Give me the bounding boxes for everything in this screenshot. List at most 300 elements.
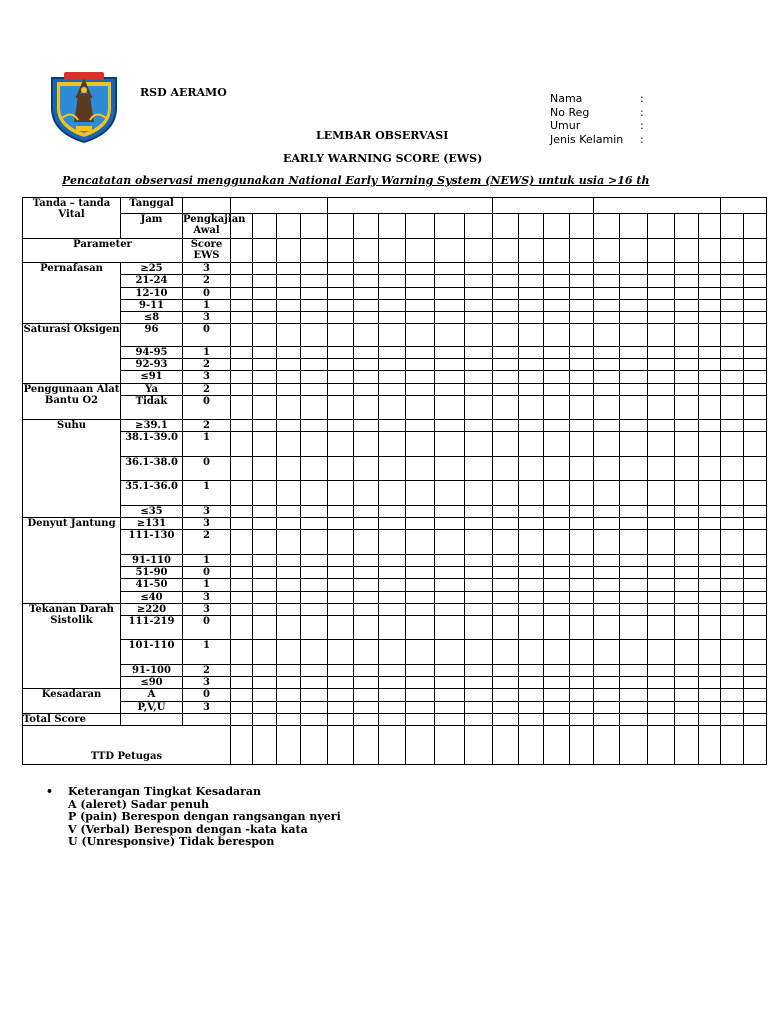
observation-cell[interactable] bbox=[699, 312, 721, 324]
observation-cell[interactable] bbox=[406, 263, 435, 275]
date-cell[interactable] bbox=[721, 198, 767, 214]
observation-cell[interactable] bbox=[328, 505, 354, 517]
observation-cell[interactable] bbox=[277, 324, 301, 346]
total-score-cell[interactable] bbox=[406, 713, 435, 725]
observation-cell[interactable] bbox=[379, 505, 406, 517]
observation-cell[interactable] bbox=[301, 677, 328, 689]
observation-cell[interactable] bbox=[519, 677, 544, 689]
observation-cell[interactable] bbox=[406, 395, 435, 419]
observation-cell[interactable] bbox=[465, 346, 493, 358]
observation-cell[interactable] bbox=[620, 481, 648, 505]
observation-cell[interactable] bbox=[465, 324, 493, 346]
total-score-cell[interactable] bbox=[620, 713, 648, 725]
observation-cell[interactable] bbox=[253, 299, 277, 311]
observation-cell[interactable] bbox=[570, 312, 594, 324]
observation-cell[interactable] bbox=[435, 567, 465, 579]
observation-cell[interactable] bbox=[379, 383, 406, 395]
observation-cell[interactable] bbox=[301, 383, 328, 395]
observation-cell[interactable] bbox=[277, 346, 301, 358]
observation-cell[interactable] bbox=[465, 518, 493, 530]
observation-cell[interactable] bbox=[493, 371, 519, 383]
total-score-cell[interactable] bbox=[744, 713, 767, 725]
total-score-cell[interactable] bbox=[493, 713, 519, 725]
observation-cell[interactable] bbox=[620, 616, 648, 640]
observation-cell[interactable] bbox=[231, 664, 253, 676]
observation-cell[interactable] bbox=[379, 518, 406, 530]
observation-cell[interactable] bbox=[620, 371, 648, 383]
observation-cell[interactable] bbox=[648, 579, 675, 591]
observation-cell[interactable] bbox=[354, 456, 379, 480]
signature-cell[interactable] bbox=[379, 726, 406, 765]
observation-cell[interactable] bbox=[465, 554, 493, 566]
observation-cell[interactable] bbox=[648, 701, 675, 713]
observation-cell[interactable] bbox=[465, 603, 493, 615]
observation-cell[interactable] bbox=[406, 324, 435, 346]
observation-cell[interactable] bbox=[675, 518, 699, 530]
observation-cell[interactable] bbox=[570, 701, 594, 713]
observation-cell[interactable] bbox=[699, 591, 721, 603]
observation-cell[interactable] bbox=[544, 383, 570, 395]
observation-cell[interactable] bbox=[744, 383, 767, 395]
observation-cell[interactable] bbox=[231, 591, 253, 603]
observation-cell[interactable] bbox=[406, 346, 435, 358]
observation-cell[interactable] bbox=[544, 346, 570, 358]
observation-cell[interactable] bbox=[328, 371, 354, 383]
observation-cell[interactable] bbox=[231, 420, 253, 432]
observation-cell[interactable] bbox=[328, 689, 354, 701]
observation-cell[interactable] bbox=[354, 312, 379, 324]
observation-cell[interactable] bbox=[620, 664, 648, 676]
observation-cell[interactable] bbox=[519, 287, 544, 299]
observation-cell[interactable] bbox=[379, 275, 406, 287]
observation-cell[interactable] bbox=[253, 640, 277, 664]
observation-cell[interactable] bbox=[699, 299, 721, 311]
observation-cell[interactable] bbox=[699, 456, 721, 480]
observation-cell[interactable] bbox=[379, 432, 406, 456]
observation-cell[interactable] bbox=[620, 312, 648, 324]
observation-cell[interactable] bbox=[620, 518, 648, 530]
observation-cell[interactable] bbox=[699, 346, 721, 358]
signature-cell[interactable] bbox=[406, 726, 435, 765]
observation-cell[interactable] bbox=[519, 616, 544, 640]
observation-cell[interactable] bbox=[519, 299, 544, 311]
observation-cell[interactable] bbox=[301, 579, 328, 591]
observation-cell[interactable] bbox=[620, 299, 648, 311]
observation-cell[interactable] bbox=[744, 481, 767, 505]
observation-cell[interactable] bbox=[301, 420, 328, 432]
observation-cell[interactable] bbox=[328, 481, 354, 505]
observation-cell[interactable] bbox=[231, 689, 253, 701]
total-score-cell[interactable] bbox=[570, 713, 594, 725]
observation-cell[interactable] bbox=[328, 383, 354, 395]
observation-cell[interactable] bbox=[648, 238, 675, 262]
signature-cell[interactable] bbox=[493, 726, 519, 765]
observation-cell[interactable] bbox=[253, 371, 277, 383]
observation-cell[interactable] bbox=[570, 603, 594, 615]
observation-cell[interactable] bbox=[544, 664, 570, 676]
observation-cell[interactable] bbox=[721, 359, 744, 371]
observation-cell[interactable] bbox=[493, 530, 519, 554]
observation-cell[interactable] bbox=[620, 346, 648, 358]
observation-cell[interactable] bbox=[699, 567, 721, 579]
observation-cell[interactable] bbox=[594, 689, 620, 701]
observation-cell[interactable] bbox=[301, 299, 328, 311]
total-score-cell[interactable] bbox=[435, 713, 465, 725]
observation-cell[interactable] bbox=[544, 518, 570, 530]
observation-cell[interactable] bbox=[648, 456, 675, 480]
observation-cell[interactable] bbox=[328, 567, 354, 579]
observation-cell[interactable] bbox=[570, 420, 594, 432]
observation-cell[interactable] bbox=[379, 481, 406, 505]
observation-cell[interactable] bbox=[379, 664, 406, 676]
observation-cell[interactable] bbox=[301, 359, 328, 371]
observation-cell[interactable] bbox=[328, 554, 354, 566]
observation-cell[interactable] bbox=[519, 591, 544, 603]
time-cell[interactable] bbox=[301, 214, 328, 238]
observation-cell[interactable] bbox=[699, 432, 721, 456]
observation-cell[interactable] bbox=[744, 505, 767, 517]
observation-cell[interactable] bbox=[721, 616, 744, 640]
observation-cell[interactable] bbox=[699, 664, 721, 676]
observation-cell[interactable] bbox=[493, 554, 519, 566]
observation-cell[interactable] bbox=[253, 432, 277, 456]
date-cell[interactable] bbox=[493, 198, 594, 214]
observation-cell[interactable] bbox=[231, 299, 253, 311]
observation-cell[interactable] bbox=[231, 432, 253, 456]
observation-cell[interactable] bbox=[620, 456, 648, 480]
observation-cell[interactable] bbox=[354, 701, 379, 713]
observation-cell[interactable] bbox=[253, 420, 277, 432]
observation-cell[interactable] bbox=[721, 432, 744, 456]
observation-cell[interactable] bbox=[594, 591, 620, 603]
observation-cell[interactable] bbox=[594, 324, 620, 346]
observation-cell[interactable] bbox=[277, 312, 301, 324]
observation-cell[interactable] bbox=[465, 395, 493, 419]
observation-cell[interactable] bbox=[435, 505, 465, 517]
observation-cell[interactable] bbox=[379, 420, 406, 432]
observation-cell[interactable] bbox=[435, 238, 465, 262]
observation-cell[interactable] bbox=[354, 299, 379, 311]
observation-cell[interactable] bbox=[620, 420, 648, 432]
observation-cell[interactable] bbox=[594, 554, 620, 566]
observation-cell[interactable] bbox=[493, 238, 519, 262]
observation-cell[interactable] bbox=[594, 287, 620, 299]
observation-cell[interactable] bbox=[744, 371, 767, 383]
observation-cell[interactable] bbox=[493, 481, 519, 505]
observation-cell[interactable] bbox=[406, 591, 435, 603]
total-score-cell[interactable] bbox=[699, 713, 721, 725]
observation-cell[interactable] bbox=[648, 299, 675, 311]
signature-cell[interactable] bbox=[648, 726, 675, 765]
observation-cell[interactable] bbox=[231, 263, 253, 275]
observation-cell[interactable] bbox=[406, 432, 435, 456]
observation-cell[interactable] bbox=[493, 518, 519, 530]
observation-cell[interactable] bbox=[301, 616, 328, 640]
time-cell[interactable] bbox=[544, 214, 570, 238]
observation-cell[interactable] bbox=[594, 275, 620, 287]
observation-cell[interactable] bbox=[648, 324, 675, 346]
observation-cell[interactable] bbox=[354, 287, 379, 299]
observation-cell[interactable] bbox=[328, 346, 354, 358]
observation-cell[interactable] bbox=[544, 238, 570, 262]
total-score-cell[interactable] bbox=[594, 713, 620, 725]
observation-cell[interactable] bbox=[648, 383, 675, 395]
observation-cell[interactable] bbox=[519, 324, 544, 346]
observation-cell[interactable] bbox=[379, 579, 406, 591]
observation-cell[interactable] bbox=[648, 664, 675, 676]
observation-cell[interactable] bbox=[493, 359, 519, 371]
observation-cell[interactable] bbox=[493, 287, 519, 299]
observation-cell[interactable] bbox=[435, 640, 465, 664]
observation-cell[interactable] bbox=[744, 346, 767, 358]
observation-cell[interactable] bbox=[493, 299, 519, 311]
total-score-cell[interactable] bbox=[328, 713, 354, 725]
observation-cell[interactable] bbox=[620, 640, 648, 664]
observation-cell[interactable] bbox=[744, 312, 767, 324]
observation-cell[interactable] bbox=[406, 530, 435, 554]
observation-cell[interactable] bbox=[277, 432, 301, 456]
observation-cell[interactable] bbox=[379, 591, 406, 603]
signature-cell[interactable] bbox=[620, 726, 648, 765]
observation-cell[interactable] bbox=[721, 456, 744, 480]
observation-cell[interactable] bbox=[435, 371, 465, 383]
observation-cell[interactable] bbox=[465, 689, 493, 701]
observation-cell[interactable] bbox=[675, 591, 699, 603]
observation-cell[interactable] bbox=[721, 640, 744, 664]
observation-cell[interactable] bbox=[544, 591, 570, 603]
observation-cell[interactable] bbox=[493, 567, 519, 579]
observation-cell[interactable] bbox=[544, 689, 570, 701]
observation-cell[interactable] bbox=[594, 395, 620, 419]
observation-cell[interactable] bbox=[620, 275, 648, 287]
observation-cell[interactable] bbox=[277, 275, 301, 287]
observation-cell[interactable] bbox=[231, 395, 253, 419]
observation-cell[interactable] bbox=[231, 579, 253, 591]
observation-cell[interactable] bbox=[406, 371, 435, 383]
signature-cell[interactable] bbox=[744, 726, 767, 765]
observation-cell[interactable] bbox=[277, 701, 301, 713]
observation-cell[interactable] bbox=[648, 420, 675, 432]
observation-cell[interactable] bbox=[570, 324, 594, 346]
observation-cell[interactable] bbox=[570, 689, 594, 701]
signature-cell[interactable] bbox=[699, 726, 721, 765]
observation-cell[interactable] bbox=[328, 701, 354, 713]
observation-cell[interactable] bbox=[648, 567, 675, 579]
observation-cell[interactable] bbox=[435, 579, 465, 591]
observation-cell[interactable] bbox=[675, 456, 699, 480]
total-score-cell[interactable] bbox=[465, 713, 493, 725]
observation-cell[interactable] bbox=[379, 324, 406, 346]
observation-cell[interactable] bbox=[699, 554, 721, 566]
observation-cell[interactable] bbox=[253, 275, 277, 287]
observation-cell[interactable] bbox=[301, 312, 328, 324]
observation-cell[interactable] bbox=[277, 640, 301, 664]
observation-cell[interactable] bbox=[594, 299, 620, 311]
observation-cell[interactable] bbox=[379, 456, 406, 480]
observation-cell[interactable] bbox=[277, 359, 301, 371]
observation-cell[interactable] bbox=[620, 263, 648, 275]
observation-cell[interactable] bbox=[493, 603, 519, 615]
observation-cell[interactable] bbox=[406, 456, 435, 480]
observation-cell[interactable] bbox=[699, 287, 721, 299]
time-cell[interactable] bbox=[354, 214, 379, 238]
observation-cell[interactable] bbox=[620, 689, 648, 701]
observation-cell[interactable] bbox=[620, 324, 648, 346]
observation-cell[interactable] bbox=[328, 616, 354, 640]
observation-cell[interactable] bbox=[435, 346, 465, 358]
observation-cell[interactable] bbox=[620, 238, 648, 262]
observation-cell[interactable] bbox=[675, 554, 699, 566]
observation-cell[interactable] bbox=[253, 579, 277, 591]
observation-cell[interactable] bbox=[620, 591, 648, 603]
observation-cell[interactable] bbox=[301, 263, 328, 275]
observation-cell[interactable] bbox=[744, 238, 767, 262]
observation-cell[interactable] bbox=[406, 359, 435, 371]
observation-cell[interactable] bbox=[721, 395, 744, 419]
observation-cell[interactable] bbox=[231, 505, 253, 517]
observation-cell[interactable] bbox=[675, 530, 699, 554]
observation-cell[interactable] bbox=[675, 567, 699, 579]
observation-cell[interactable] bbox=[465, 456, 493, 480]
observation-cell[interactable] bbox=[406, 312, 435, 324]
observation-cell[interactable] bbox=[277, 238, 301, 262]
time-cell[interactable] bbox=[519, 214, 544, 238]
observation-cell[interactable] bbox=[354, 395, 379, 419]
observation-cell[interactable] bbox=[328, 640, 354, 664]
observation-cell[interactable] bbox=[570, 567, 594, 579]
observation-cell[interactable] bbox=[253, 395, 277, 419]
signature-cell[interactable] bbox=[544, 726, 570, 765]
observation-cell[interactable] bbox=[354, 677, 379, 689]
observation-cell[interactable] bbox=[301, 395, 328, 419]
observation-cell[interactable] bbox=[354, 275, 379, 287]
observation-cell[interactable] bbox=[354, 603, 379, 615]
observation-cell[interactable] bbox=[699, 371, 721, 383]
observation-cell[interactable] bbox=[744, 299, 767, 311]
observation-cell[interactable] bbox=[721, 287, 744, 299]
observation-cell[interactable] bbox=[570, 518, 594, 530]
observation-cell[interactable] bbox=[620, 359, 648, 371]
observation-cell[interactable] bbox=[253, 616, 277, 640]
observation-cell[interactable] bbox=[406, 238, 435, 262]
observation-cell[interactable] bbox=[354, 554, 379, 566]
observation-cell[interactable] bbox=[379, 701, 406, 713]
observation-cell[interactable] bbox=[231, 518, 253, 530]
observation-cell[interactable] bbox=[544, 567, 570, 579]
total-score-cell[interactable] bbox=[231, 713, 253, 725]
time-cell[interactable] bbox=[620, 214, 648, 238]
total-score-cell[interactable] bbox=[253, 713, 277, 725]
observation-cell[interactable] bbox=[570, 346, 594, 358]
observation-cell[interactable] bbox=[406, 677, 435, 689]
observation-cell[interactable] bbox=[544, 616, 570, 640]
time-cell[interactable] bbox=[253, 214, 277, 238]
observation-cell[interactable] bbox=[570, 263, 594, 275]
observation-cell[interactable] bbox=[699, 359, 721, 371]
observation-cell[interactable] bbox=[493, 395, 519, 419]
observation-cell[interactable] bbox=[253, 456, 277, 480]
signature-cell[interactable] bbox=[675, 726, 699, 765]
observation-cell[interactable] bbox=[744, 530, 767, 554]
observation-cell[interactable] bbox=[231, 616, 253, 640]
observation-cell[interactable] bbox=[435, 263, 465, 275]
observation-cell[interactable] bbox=[519, 567, 544, 579]
observation-cell[interactable] bbox=[328, 530, 354, 554]
observation-cell[interactable] bbox=[620, 530, 648, 554]
observation-cell[interactable] bbox=[721, 505, 744, 517]
observation-cell[interactable] bbox=[354, 432, 379, 456]
observation-cell[interactable] bbox=[699, 518, 721, 530]
observation-cell[interactable] bbox=[465, 287, 493, 299]
observation-cell[interactable] bbox=[493, 383, 519, 395]
observation-cell[interactable] bbox=[277, 567, 301, 579]
observation-cell[interactable] bbox=[277, 677, 301, 689]
observation-cell[interactable] bbox=[620, 603, 648, 615]
observation-cell[interactable] bbox=[648, 481, 675, 505]
observation-cell[interactable] bbox=[570, 664, 594, 676]
observation-cell[interactable] bbox=[744, 701, 767, 713]
observation-cell[interactable] bbox=[435, 603, 465, 615]
observation-cell[interactable] bbox=[570, 640, 594, 664]
observation-cell[interactable] bbox=[379, 603, 406, 615]
observation-cell[interactable] bbox=[620, 567, 648, 579]
observation-cell[interactable] bbox=[493, 456, 519, 480]
observation-cell[interactable] bbox=[406, 616, 435, 640]
observation-cell[interactable] bbox=[570, 677, 594, 689]
observation-cell[interactable] bbox=[620, 677, 648, 689]
observation-cell[interactable] bbox=[519, 432, 544, 456]
observation-cell[interactable] bbox=[253, 530, 277, 554]
observation-cell[interactable] bbox=[465, 299, 493, 311]
observation-cell[interactable] bbox=[721, 481, 744, 505]
observation-cell[interactable] bbox=[721, 591, 744, 603]
observation-cell[interactable] bbox=[406, 287, 435, 299]
observation-cell[interactable] bbox=[699, 677, 721, 689]
observation-cell[interactable] bbox=[570, 238, 594, 262]
observation-cell[interactable] bbox=[721, 346, 744, 358]
observation-cell[interactable] bbox=[435, 677, 465, 689]
observation-cell[interactable] bbox=[379, 359, 406, 371]
observation-cell[interactable] bbox=[406, 603, 435, 615]
observation-cell[interactable] bbox=[406, 567, 435, 579]
observation-cell[interactable] bbox=[253, 591, 277, 603]
observation-cell[interactable] bbox=[594, 432, 620, 456]
observation-cell[interactable] bbox=[435, 591, 465, 603]
observation-cell[interactable] bbox=[594, 456, 620, 480]
observation-cell[interactable] bbox=[744, 456, 767, 480]
observation-cell[interactable] bbox=[544, 395, 570, 419]
total-score-cell[interactable] bbox=[301, 713, 328, 725]
observation-cell[interactable] bbox=[379, 346, 406, 358]
observation-cell[interactable] bbox=[594, 567, 620, 579]
observation-cell[interactable] bbox=[277, 664, 301, 676]
observation-cell[interactable] bbox=[544, 420, 570, 432]
observation-cell[interactable] bbox=[744, 616, 767, 640]
observation-cell[interactable] bbox=[519, 395, 544, 419]
observation-cell[interactable] bbox=[465, 701, 493, 713]
observation-cell[interactable] bbox=[253, 664, 277, 676]
observation-cell[interactable] bbox=[354, 238, 379, 262]
observation-cell[interactable] bbox=[328, 395, 354, 419]
observation-cell[interactable] bbox=[648, 591, 675, 603]
observation-cell[interactable] bbox=[570, 579, 594, 591]
signature-cell[interactable] bbox=[465, 726, 493, 765]
observation-cell[interactable] bbox=[544, 287, 570, 299]
total-score-cell[interactable] bbox=[277, 713, 301, 725]
observation-cell[interactable] bbox=[699, 383, 721, 395]
observation-cell[interactable] bbox=[406, 554, 435, 566]
observation-cell[interactable] bbox=[301, 456, 328, 480]
